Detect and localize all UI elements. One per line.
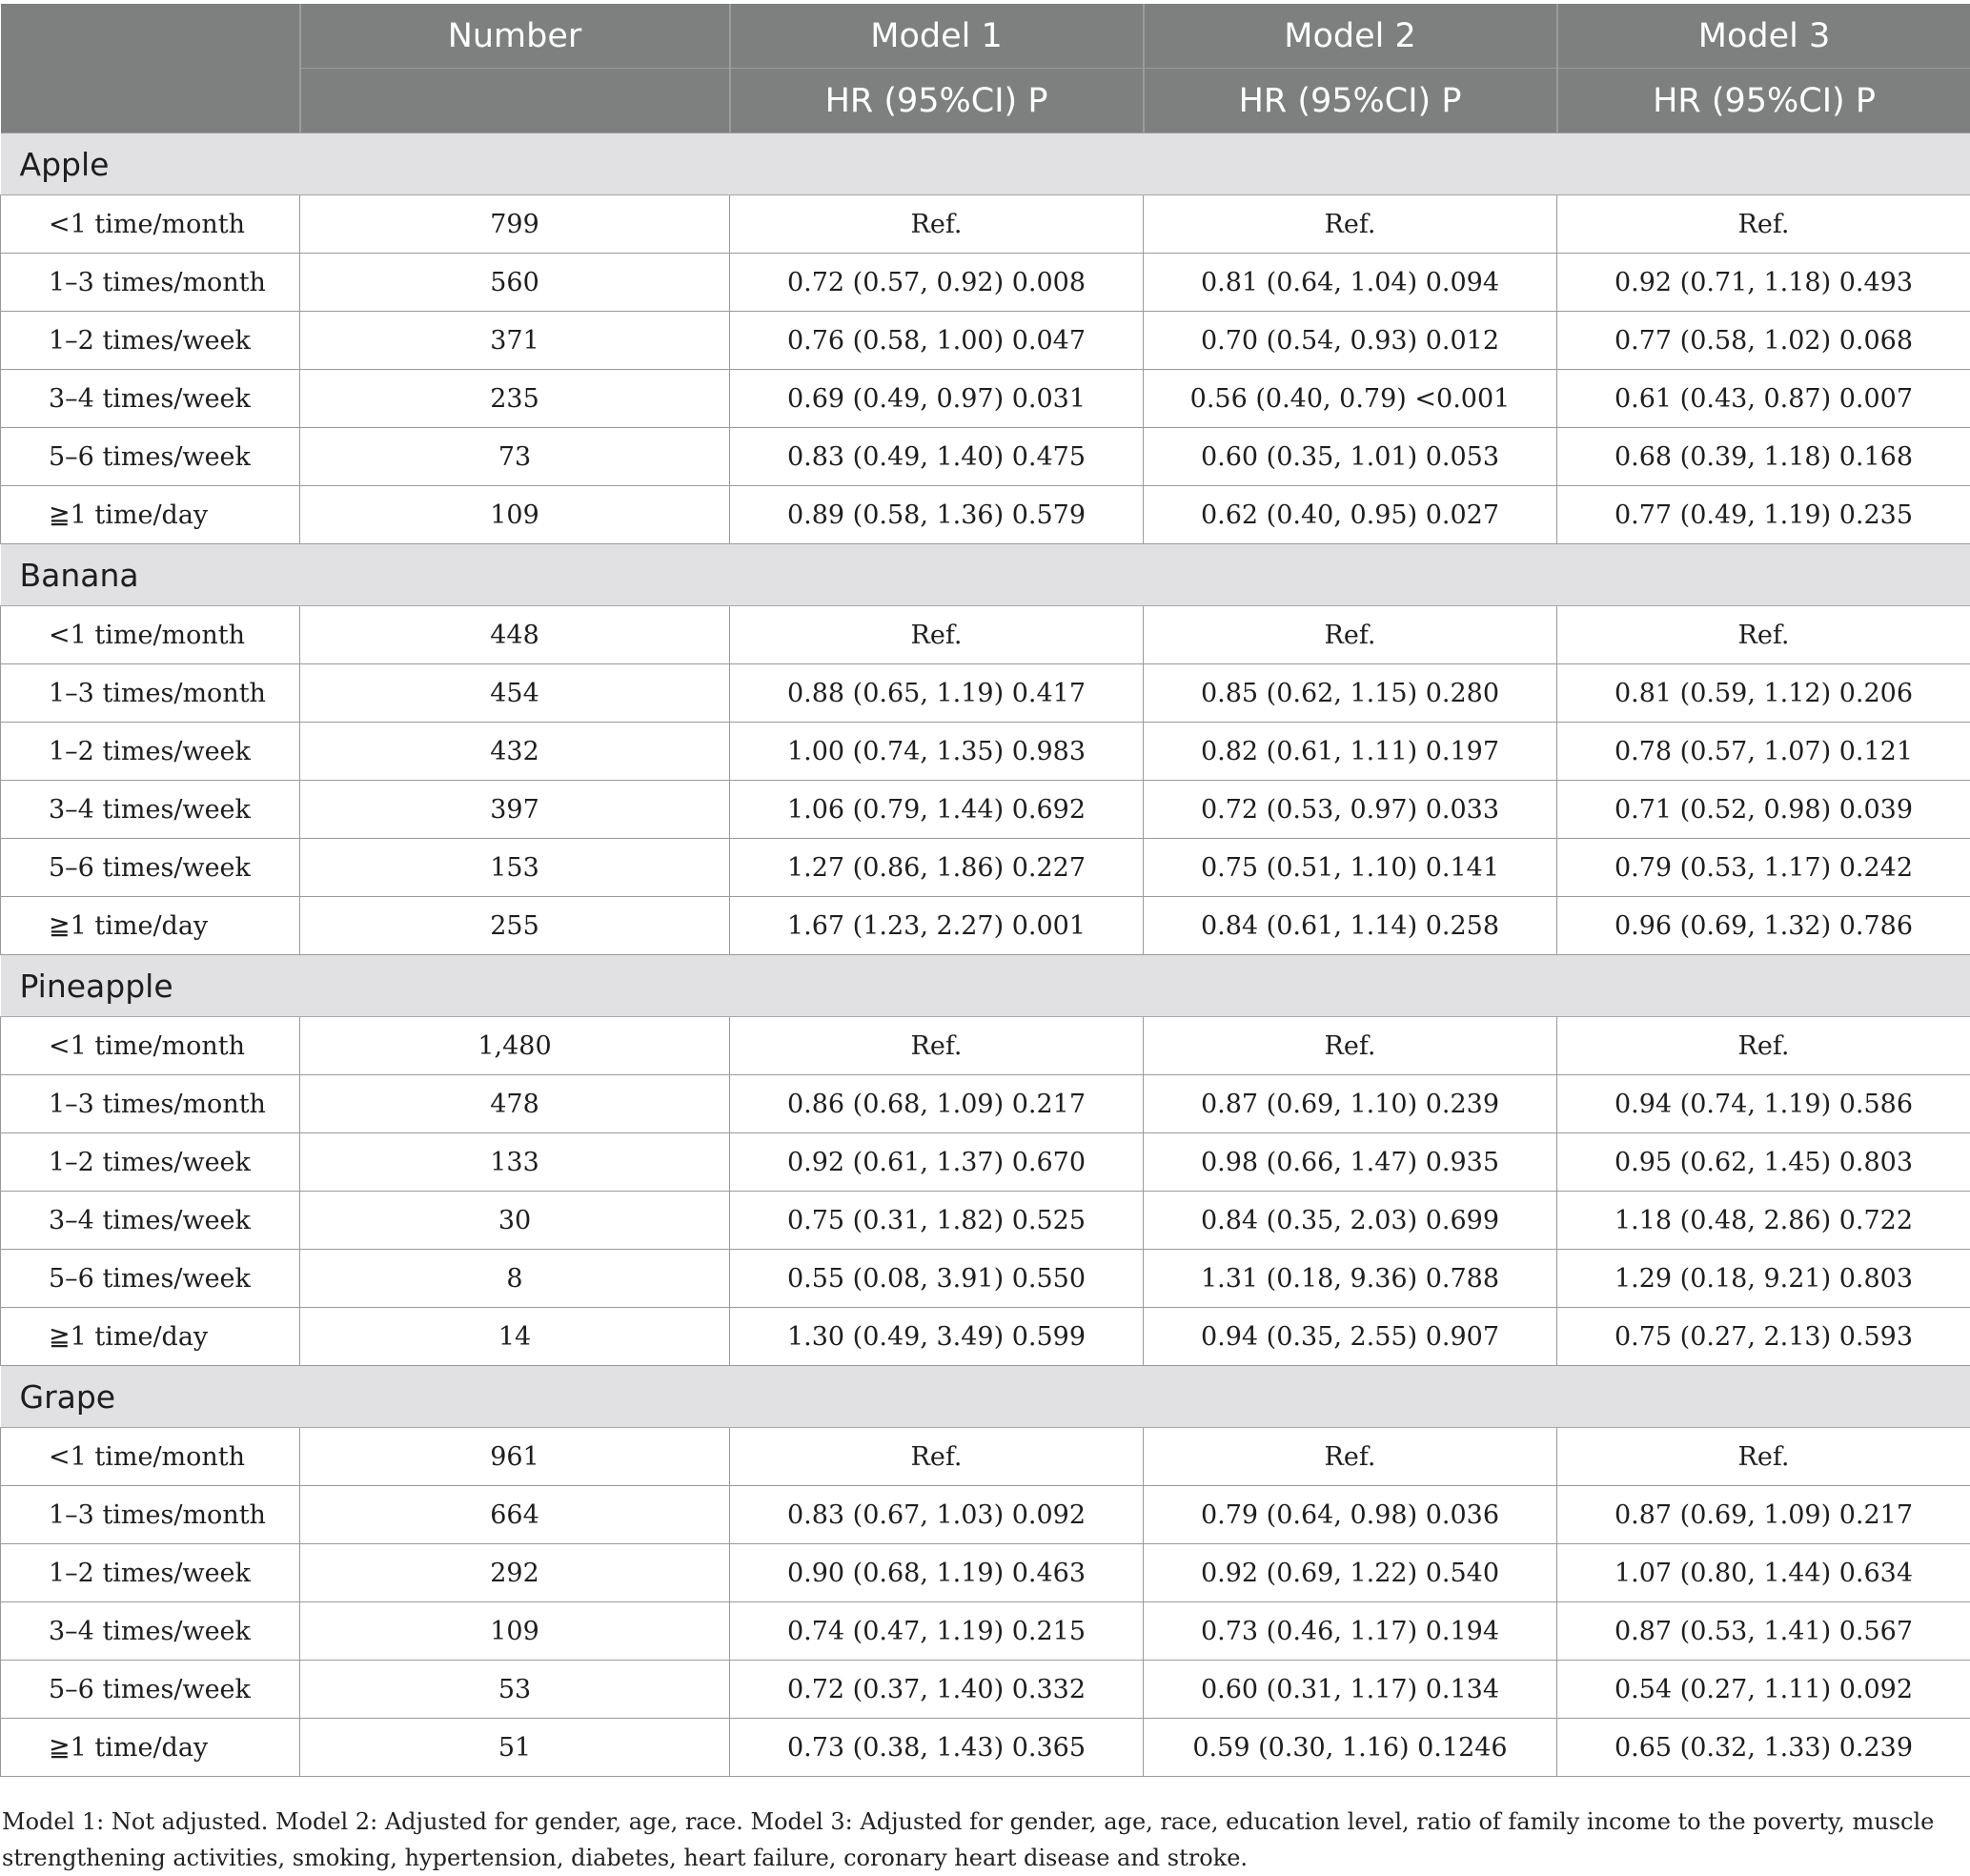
model-1-cell: 0.92 (0.61, 1.37) 0.670	[730, 1133, 1144, 1192]
model-3-cell: 0.78 (0.57, 1.07) 0.121	[1557, 723, 1970, 781]
number-cell: 454	[300, 664, 730, 723]
table-row	[1, 312, 1970, 370]
model-1-cell: 0.55 (0.08, 3.91) 0.550	[730, 1250, 1144, 1308]
frequency-cell: <1 time/month	[1, 606, 300, 664]
model-1-cell: 0.88 (0.65, 1.19) 0.417	[730, 664, 1144, 723]
model-2-cell: 0.82 (0.61, 1.11) 0.197	[1144, 723, 1557, 781]
model-3-cell: 0.61 (0.43, 0.87) 0.007	[1557, 370, 1970, 428]
table-row	[1, 1661, 1970, 1719]
header-model-1: Model 1	[730, 4, 1144, 69]
number-cell: 292	[300, 1544, 730, 1602]
model-2-cell: 0.85 (0.62, 1.15) 0.280	[1144, 664, 1557, 723]
model-3-cell: 0.87 (0.53, 1.41) 0.567	[1557, 1602, 1970, 1661]
model-3-cell: 0.96 (0.69, 1.32) 0.786	[1557, 897, 1970, 955]
model-2-cell: 0.70 (0.54, 0.93) 0.012	[1144, 312, 1557, 370]
model-1-cell: 1.27 (0.86, 1.86) 0.227	[730, 839, 1144, 897]
table-body	[1, 133, 1970, 1777]
model-3-cell: 0.81 (0.59, 1.12) 0.206	[1557, 664, 1970, 723]
section-row	[1, 1366, 1970, 1428]
number-cell: 371	[300, 312, 730, 370]
model-2-cell: 0.56 (0.40, 0.79) <0.001	[1144, 370, 1557, 428]
model-3-cell: 0.79 (0.53, 1.17) 0.242	[1557, 839, 1970, 897]
frequency-cell: 5–6 times/week	[1, 1661, 300, 1719]
header-model-3: Model 3	[1557, 4, 1970, 69]
frequency-cell: 1–3 times/month	[1, 1075, 300, 1133]
number-cell: 30	[300, 1192, 730, 1250]
model-3-cell: 0.71 (0.52, 0.98) 0.039	[1557, 781, 1970, 839]
section-row	[1, 955, 1970, 1017]
table-row	[1, 1133, 1970, 1192]
model-3-cell: Ref.	[1557, 606, 1970, 664]
table-row	[1, 897, 1970, 955]
number-cell: 432	[300, 723, 730, 781]
table-row	[1, 723, 1970, 781]
model-2-cell: Ref.	[1144, 195, 1557, 254]
model-2-cell: Ref.	[1144, 606, 1557, 664]
model-2-cell: Ref.	[1144, 1428, 1557, 1486]
model-1-cell: 0.72 (0.37, 1.40) 0.332	[730, 1661, 1144, 1719]
number-cell: 448	[300, 606, 730, 664]
model-3-cell: 0.54 (0.27, 1.11) 0.092	[1557, 1661, 1970, 1719]
frequency-cell: 3–4 times/week	[1, 370, 300, 428]
section-title: Apple	[1, 133, 1970, 195]
model-1-cell: 1.00 (0.74, 1.35) 0.983	[730, 723, 1144, 781]
model-2-cell: 0.92 (0.69, 1.22) 0.540	[1144, 1544, 1557, 1602]
section-title: Pineapple	[1, 955, 1970, 1017]
model-1-cell: 0.73 (0.38, 1.43) 0.365	[730, 1719, 1144, 1777]
model-2-cell: 0.59 (0.30, 1.16) 0.1246	[1144, 1719, 1557, 1777]
frequency-cell: 1–2 times/week	[1, 1133, 300, 1192]
frequency-cell: <1 time/month	[1, 195, 300, 254]
table-row	[1, 1719, 1970, 1777]
frequency-cell: <1 time/month	[1, 1017, 300, 1075]
table-row	[1, 781, 1970, 839]
model-2-cell: 0.72 (0.53, 0.97) 0.033	[1144, 781, 1557, 839]
section-title: Banana	[1, 544, 1970, 606]
frequency-cell: 1–2 times/week	[1, 1544, 300, 1602]
header-empty-cell	[1, 4, 300, 133]
model-1-cell: 0.69 (0.49, 0.97) 0.031	[730, 370, 1144, 428]
section-row	[1, 133, 1970, 195]
model-3-cell: 1.18 (0.48, 2.86) 0.722	[1557, 1192, 1970, 1250]
number-cell: 51	[300, 1719, 730, 1777]
frequency-cell: 3–4 times/week	[1, 1602, 300, 1661]
table-row	[1, 664, 1970, 723]
table-row	[1, 1486, 1970, 1544]
frequency-cell: ≧1 time/day	[1, 1719, 300, 1777]
model-1-cell: 0.76 (0.58, 1.00) 0.047	[730, 312, 1144, 370]
table-row	[1, 839, 1970, 897]
number-cell: 73	[300, 428, 730, 486]
model-1-cell: 0.83 (0.49, 1.40) 0.475	[730, 428, 1144, 486]
table-row	[1, 1192, 1970, 1250]
number-cell: 235	[300, 370, 730, 428]
model-3-cell: Ref.	[1557, 195, 1970, 254]
model-2-cell: 0.84 (0.35, 2.03) 0.699	[1144, 1192, 1557, 1250]
number-cell: 397	[300, 781, 730, 839]
frequency-cell: ≧1 time/day	[1, 897, 300, 955]
model-3-cell: 0.65 (0.32, 1.33) 0.239	[1557, 1719, 1970, 1777]
model-3-cell: 0.77 (0.58, 1.02) 0.068	[1557, 312, 1970, 370]
section-title: Grape	[1, 1366, 1970, 1428]
header-model-2: Model 2	[1144, 4, 1557, 69]
model-3-cell: 1.07 (0.80, 1.44) 0.634	[1557, 1544, 1970, 1602]
number-cell: 478	[300, 1075, 730, 1133]
table-footnote: Model 1: Not adjusted. Model 2: Adjusted for gender, age, race. Model 3: Adjusted for gender, age, race, education level, ratio of family income to the poverty, muscle strengthening activities, smoking, hypertension, diabetes, heart failure, coronary heart disease and stroke.	[2, 1804, 1965, 1876]
frequency-cell: 1–2 times/week	[1, 723, 300, 781]
model-2-cell: 0.84 (0.61, 1.14) 0.258	[1144, 897, 1557, 955]
model-1-cell: Ref.	[730, 606, 1144, 664]
frequency-cell: 3–4 times/week	[1, 781, 300, 839]
model-3-cell: 0.68 (0.39, 1.18) 0.168	[1557, 428, 1970, 486]
number-cell: 8	[300, 1250, 730, 1308]
header-stat-3: HR (95%CI) P	[1557, 69, 1970, 133]
table-row	[1, 1017, 1970, 1075]
frequency-cell: ≧1 time/day	[1, 486, 300, 544]
model-2-cell: 0.81 (0.64, 1.04) 0.094	[1144, 254, 1557, 312]
table-row	[1, 370, 1970, 428]
frequency-cell: ≧1 time/day	[1, 1308, 300, 1366]
table-header	[1, 4, 1970, 133]
model-2-cell: 0.60 (0.31, 1.17) 0.134	[1144, 1661, 1557, 1719]
frequency-cell: 1–2 times/week	[1, 312, 300, 370]
header-number: Number	[300, 4, 730, 69]
model-2-cell: 0.98 (0.66, 1.47) 0.935	[1144, 1133, 1557, 1192]
frequency-cell: 1–3 times/month	[1, 664, 300, 723]
table-row	[1, 195, 1970, 254]
number-cell: 255	[300, 897, 730, 955]
header-stat-1: HR (95%CI) P	[730, 69, 1144, 133]
model-1-cell: 0.75 (0.31, 1.82) 0.525	[730, 1192, 1144, 1250]
table-row	[1, 1602, 1970, 1661]
model-2-cell: 0.62 (0.40, 0.95) 0.027	[1144, 486, 1557, 544]
table-row	[1, 1428, 1970, 1486]
table-row	[1, 428, 1970, 486]
frequency-cell: 3–4 times/week	[1, 1192, 300, 1250]
table-row	[1, 254, 1970, 312]
number-cell: 961	[300, 1428, 730, 1486]
model-1-cell: 0.74 (0.47, 1.19) 0.215	[730, 1602, 1144, 1661]
model-3-cell: 0.87 (0.69, 1.09) 0.217	[1557, 1486, 1970, 1544]
table-row	[1, 1075, 1970, 1133]
model-2-cell: Ref.	[1144, 1017, 1557, 1075]
model-3-cell: 1.29 (0.18, 9.21) 0.803	[1557, 1250, 1970, 1308]
model-1-cell: 0.89 (0.58, 1.36) 0.579	[730, 486, 1144, 544]
frequency-cell: 1–3 times/month	[1, 254, 300, 312]
header-stat-2: HR (95%CI) P	[1144, 69, 1557, 133]
model-2-cell: 0.87 (0.69, 1.10) 0.239	[1144, 1075, 1557, 1133]
model-3-cell: 0.92 (0.71, 1.18) 0.493	[1557, 254, 1970, 312]
model-3-cell: Ref.	[1557, 1017, 1970, 1075]
model-2-cell: 0.73 (0.46, 1.17) 0.194	[1144, 1602, 1557, 1661]
model-2-cell: 0.79 (0.64, 0.98) 0.036	[1144, 1486, 1557, 1544]
model-1-cell: 0.86 (0.68, 1.09) 0.217	[730, 1075, 1144, 1133]
number-cell: 133	[300, 1133, 730, 1192]
frequency-cell: <1 time/month	[1, 1428, 300, 1486]
header-number-sub	[300, 69, 730, 133]
model-1-cell: 0.72 (0.57, 0.92) 0.008	[730, 254, 1144, 312]
model-2-cell: 0.60 (0.35, 1.01) 0.053	[1144, 428, 1557, 486]
model-1-cell: Ref.	[730, 1017, 1144, 1075]
results-table	[0, 4, 1970, 1777]
table-row	[1, 1544, 1970, 1602]
number-cell: 1,480	[300, 1017, 730, 1075]
number-cell: 664	[300, 1486, 730, 1544]
frequency-cell: 5–6 times/week	[1, 428, 300, 486]
table-row	[1, 1308, 1970, 1366]
number-cell: 109	[300, 486, 730, 544]
model-1-cell: 0.83 (0.67, 1.03) 0.092	[730, 1486, 1144, 1544]
model-3-cell: 0.75 (0.27, 2.13) 0.593	[1557, 1308, 1970, 1366]
model-3-cell: 0.95 (0.62, 1.45) 0.803	[1557, 1133, 1970, 1192]
model-1-cell: 0.90 (0.68, 1.19) 0.463	[730, 1544, 1144, 1602]
table-row	[1, 1250, 1970, 1308]
model-3-cell: 0.94 (0.74, 1.19) 0.586	[1557, 1075, 1970, 1133]
frequency-cell: 1–3 times/month	[1, 1486, 300, 1544]
model-1-cell: 1.67 (1.23, 2.27) 0.001	[730, 897, 1144, 955]
number-cell: 153	[300, 839, 730, 897]
table-row	[1, 606, 1970, 664]
number-cell: 799	[300, 195, 730, 254]
section-row	[1, 544, 1970, 606]
model-2-cell: 0.75 (0.51, 1.10) 0.141	[1144, 839, 1557, 897]
frequency-cell: 5–6 times/week	[1, 1250, 300, 1308]
model-1-cell: Ref.	[730, 1428, 1144, 1486]
number-cell: 109	[300, 1602, 730, 1661]
number-cell: 53	[300, 1661, 730, 1719]
model-1-cell: Ref.	[730, 195, 1144, 254]
model-3-cell: 0.77 (0.49, 1.19) 0.235	[1557, 486, 1970, 544]
model-3-cell: Ref.	[1557, 1428, 1970, 1486]
model-2-cell: 1.31 (0.18, 9.36) 0.788	[1144, 1250, 1557, 1308]
model-1-cell: 1.06 (0.79, 1.44) 0.692	[730, 781, 1144, 839]
number-cell: 14	[300, 1308, 730, 1366]
table-row	[1, 486, 1970, 544]
model-1-cell: 1.30 (0.49, 3.49) 0.599	[730, 1308, 1144, 1366]
frequency-cell: 5–6 times/week	[1, 839, 300, 897]
model-2-cell: 0.94 (0.35, 2.55) 0.907	[1144, 1308, 1557, 1366]
number-cell: 560	[300, 254, 730, 312]
